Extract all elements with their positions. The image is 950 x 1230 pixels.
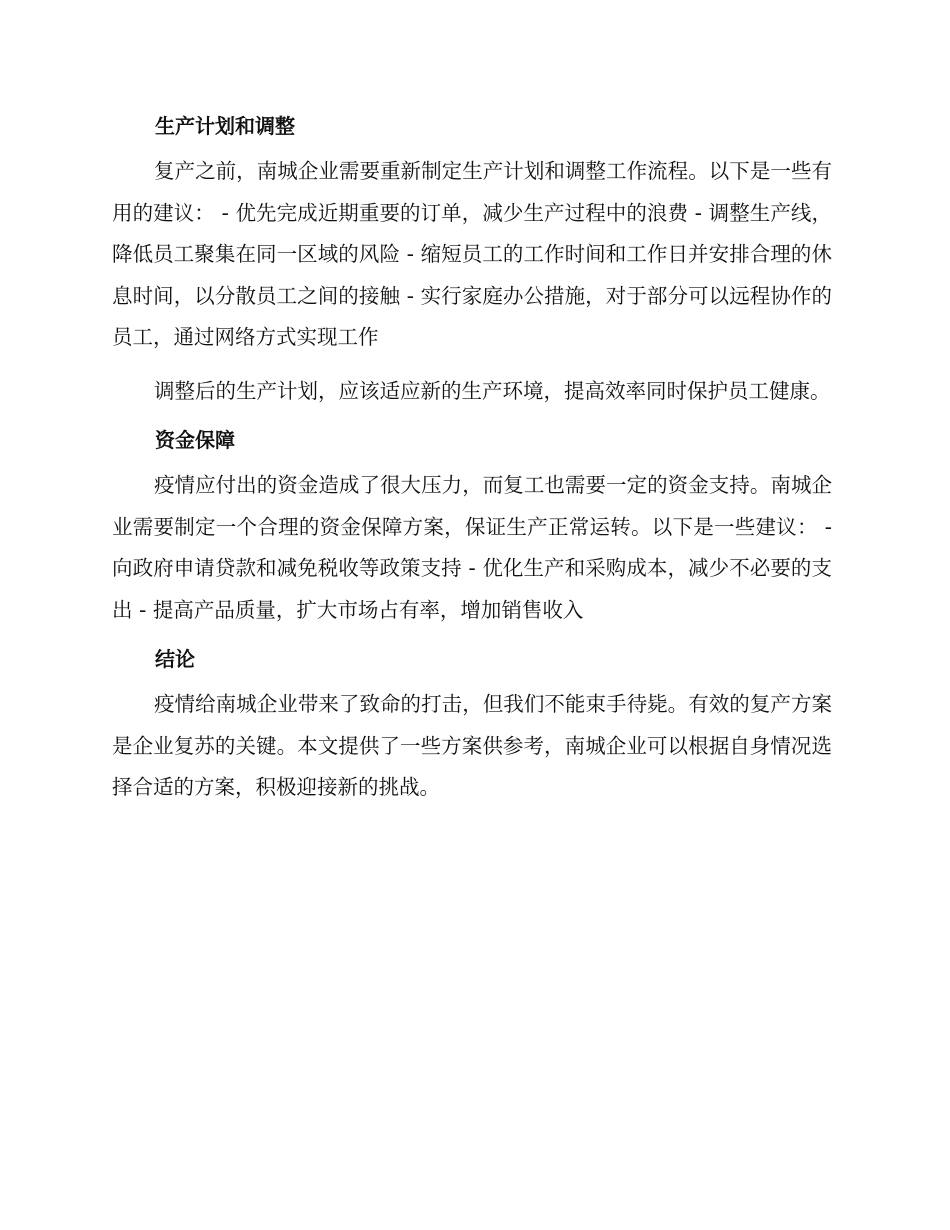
section-heading-production-plan: 生产计划和调整: [155, 114, 295, 138]
paragraph: 疫情应付出的资金造成了很大压力，而复工也需要一定的资金支持。南城企业需要制定一个合理的资金保障方案，保证生产正常运转。以下是一些建议： - 向政府申请贷款和减免税收等政策支持 - 优化生产和采购成本，减少不必要的支出 - 提高产品质量，扩大市场占有率，增加销售收入: [112, 473, 832, 622]
paragraph: 疫情给南城企业带来了致命的打击，但我们不能束手待毙。有效的复产方案是企业复苏的关键。本文提供了一些方案供参考，南城企业可以根据自身情况选择合适的方案，积极迎接新的挑战。: [112, 692, 832, 799]
section-heading-conclusion: 结论: [155, 647, 195, 671]
paragraph: 复产之前，南城企业需要重新制定生产计划和调整工作流程。以下是一些有用的建议： - 优先完成近期重要的订单，减少生产过程中的浪费 - 调整生产线，降低员工聚集在同一区域的风险 - 缩短员工的工作时间和工作日并安排合理的休息时间，以分散员工之间的接触 - 实行家庭办公措施，对于部分可以远程协作的员工，通过网络方式实现工作: [112, 159, 832, 349]
section-heading-funding: 资金保障: [155, 428, 235, 452]
document-body: [112, 106, 832, 809]
paragraph: 调整后的生产计划，应该适应新的生产环境，提高效率同时保护员工健康。: [154, 378, 831, 403]
